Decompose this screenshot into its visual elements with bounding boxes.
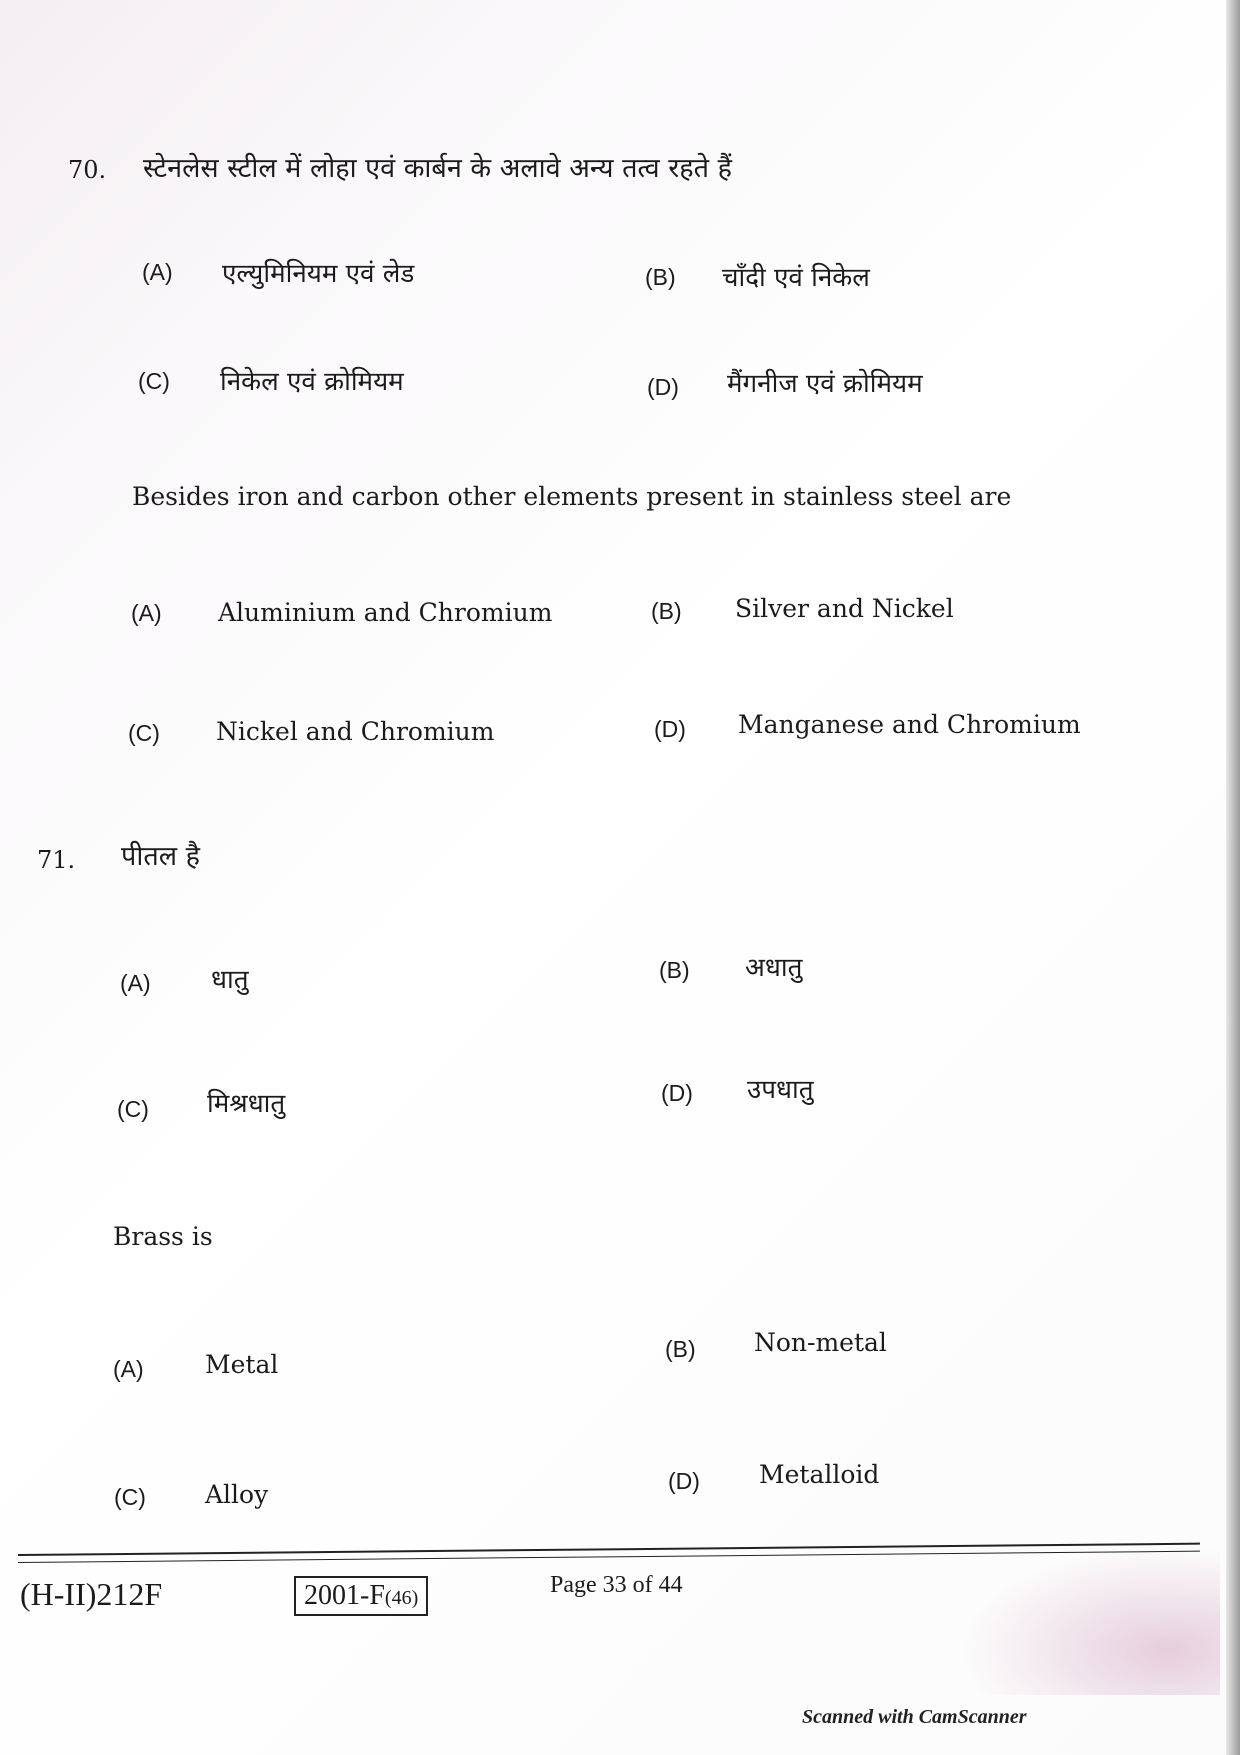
option-label: (A) — [120, 970, 151, 996]
option-text: अधातु — [745, 953, 803, 983]
option-label: (A) — [131, 600, 162, 626]
booklet-code-suffix: (46) — [384, 1587, 419, 1609]
option-label: (D) — [654, 716, 686, 742]
option-label: (D) — [661, 1080, 693, 1106]
option-text: Aluminium and Chromium — [218, 598, 553, 627]
paper-code: (H-II)212F — [20, 1576, 163, 1612]
question-text-english: Besides iron and carbon other elements present in stainless steel are — [132, 482, 1012, 511]
option-label: (C) — [128, 720, 160, 746]
option-text: मैंगनीज एवं क्रोमियम — [727, 369, 923, 399]
option-text: Alloy — [205, 1480, 269, 1509]
question-text-hindi: स्टेनलेस स्टील में लोहा एवं कार्बन के अलावे अन्य तत्व रहते हैं — [143, 153, 732, 184]
question-number: 71. — [37, 846, 76, 874]
scan-stain — [960, 1545, 1220, 1695]
option-label: (B) — [651, 598, 682, 624]
question-text-hindi: पीतल है — [121, 841, 200, 872]
question-text-english: Brass is — [113, 1222, 213, 1251]
option-text: निकेल एवं क्रोमियम — [220, 367, 404, 397]
option-label: (B) — [659, 957, 690, 983]
scanner-watermark: Scanned with CamScanner — [802, 1706, 1027, 1728]
option-label: (B) — [645, 264, 676, 290]
option-text: Manganese and Chromium — [738, 710, 1081, 739]
option-text: Nickel and Chromium — [216, 717, 495, 746]
option-label: (D) — [647, 374, 679, 400]
page-edge-shadow — [1226, 0, 1240, 1755]
booklet-code-box — [294, 1576, 428, 1616]
option-text: मिश्रधातु — [207, 1089, 286, 1119]
option-text: धातु — [211, 965, 249, 995]
question-number: 70. — [68, 156, 107, 184]
option-label: (D) — [668, 1468, 700, 1494]
option-label: (C) — [138, 368, 170, 394]
option-text: Silver and Nickel — [735, 594, 954, 623]
option-text: एल्युमिनियम एवं लेड — [222, 259, 415, 289]
option-text: Non-metal — [754, 1328, 887, 1357]
option-label: (A) — [142, 259, 173, 285]
option-text: चाँदी एवं निकेल — [722, 263, 870, 293]
option-text: उपधातु — [747, 1075, 814, 1105]
option-label: (A) — [113, 1356, 144, 1382]
page-number: Page 33 of 44 — [550, 1572, 683, 1598]
option-text: Metal — [205, 1350, 279, 1379]
option-label: (C) — [114, 1484, 146, 1510]
option-text: Metalloid — [759, 1460, 880, 1489]
option-label: (C) — [117, 1096, 149, 1122]
option-label: (B) — [665, 1336, 696, 1362]
booklet-code: 2001-F — [304, 1580, 385, 1611]
